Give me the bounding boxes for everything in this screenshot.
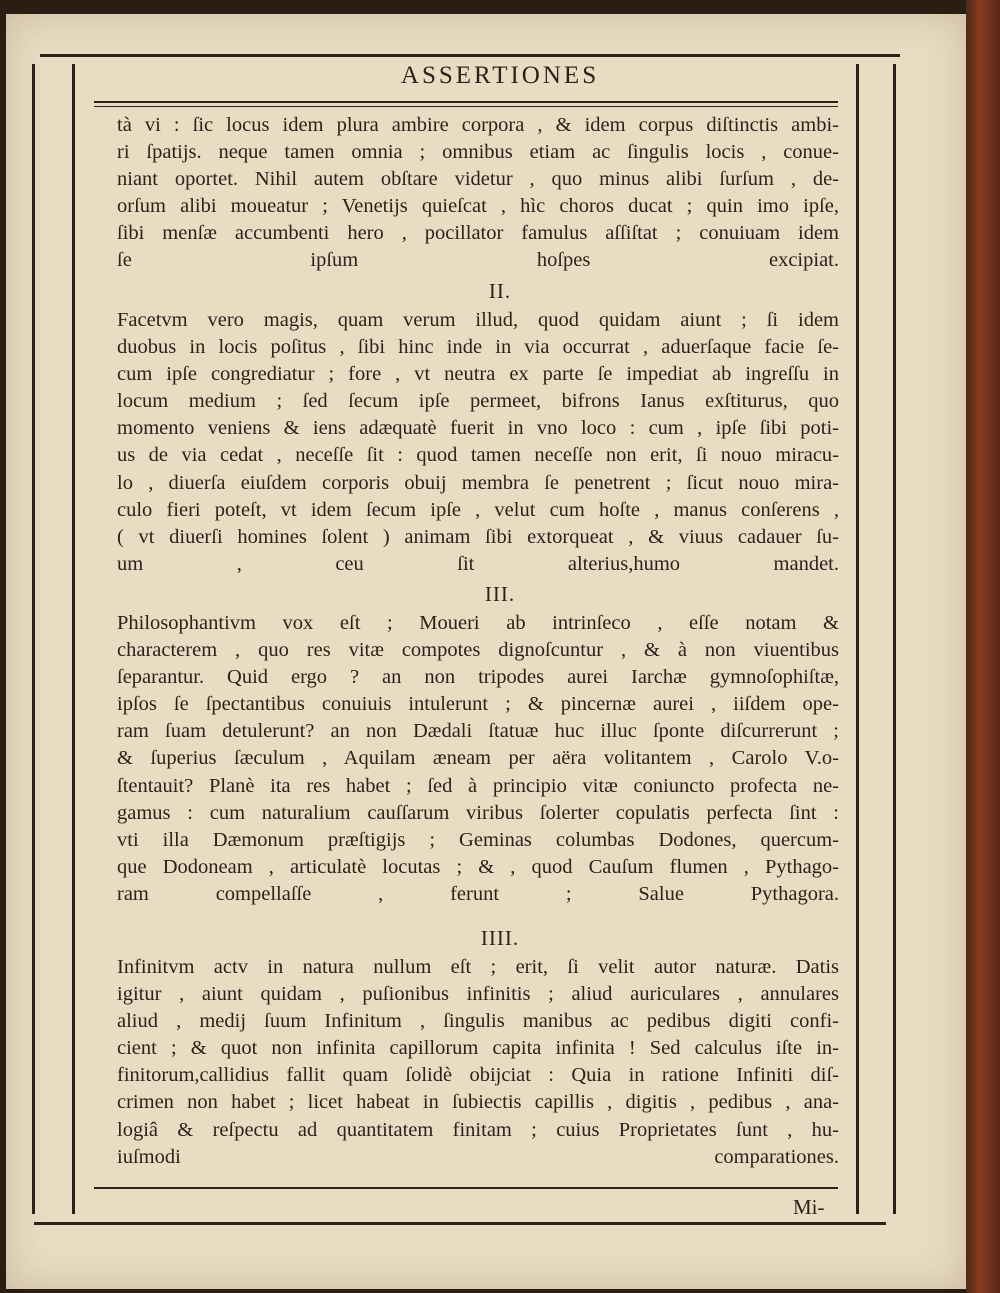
text-line: ſtentauit? Planè ita res habet ; ſed à principio vitæ coniuncto profecta ne- — [117, 774, 839, 797]
text-line: locum medium ; ſed ſecum ipſe permeet, bifrons Ianus exſtiturus, quo — [117, 390, 839, 413]
text-line: ſibi menſæ accumbenti hero , pocillator famulus aſſiſtat ; conuiuam idem — [117, 222, 839, 245]
section-numeral: IIII. — [480, 926, 520, 950]
text-line: finitorum,callidius fallit quam ſolidè obijciat : Quia in ratione Infiniti diſ- — [117, 1064, 839, 1087]
text-line: igitur , aiunt quidam , puſionibus infinitis ; aliud auriculares , annulares — [117, 983, 839, 1006]
text-line: ram ſuam detulerunt? an non Dædali ſtatuæ huc illuc ſponte diſcurrerunt ; — [117, 720, 839, 743]
section-numeral: III. — [484, 582, 516, 606]
text-line: & ſuperius ſæculum , Aquilam æneam per aëra volitantem , Carolo V.o- — [117, 747, 839, 770]
footer-rule — [94, 1187, 838, 1189]
section-paragraph — [117, 610, 839, 908]
text-line: que Dodoneam , articulatè locutas ; & , quod Cauſum flumen , Pythago- — [117, 855, 839, 878]
section-numeral: II. — [488, 279, 512, 303]
running-head: ASSERTIONES — [400, 62, 600, 89]
left-border-outer — [32, 64, 35, 1214]
text-line: ſeparantur. Quid ergo ? an non tripodes aurei Iarchæ gymnoſophiſtæ, — [117, 666, 839, 689]
text-line: Infinitvm actv in natura nullum eſt ; erit, ſi velit autor naturæ. Datis — [117, 956, 839, 978]
text-line: Philosophantivm vox eſt ; Moueri ab intrinſeco , eſſe notam & — [117, 612, 839, 634]
text-line: niant oportet. Nihil autem obſtare videtur , quo minus alibi ſurſum , de- — [117, 168, 839, 191]
text-line: cient ; & quot non infinita capillorum capita infinita ! Sed calculus iſte in- — [117, 1037, 839, 1060]
text-line: aliud , medij ſuum Infinitum , ſingulis manibus ac pedibus digiti confi- — [117, 1010, 839, 1033]
text-line: um , ceu ſit alterius,humo mandet. — [117, 552, 839, 575]
text-line: characterem , quo res vitæ compotes dignoſcuntur , & à non viuentibus — [117, 639, 839, 662]
text-line: culo fieri poteſt, vt idem ſecum ipſe , velut cum hoſte , manus conſerens , — [117, 498, 839, 521]
text-line: lo , diuerſa eiuſdem corporis obuij membra ſe penetrent ; ſicut nouo mira- — [117, 471, 839, 494]
text-line: ( vt diuerſi homines ſolent ) animam ſibi extorqueat , & viuus cadauer ſu- — [117, 525, 839, 548]
text-line: iuſmodi comparationes. — [117, 1145, 839, 1168]
top-rule — [40, 54, 900, 57]
text-line: ipſos ſe ſpectantibus conuiuis intulerunt ; & pincernæ aurei , iiſdem ope- — [117, 693, 839, 716]
header-rule-thin — [94, 106, 838, 107]
text-line: orſum alibi moueatur ; Venetijs quieſcat , hìc choros ducat ; quin imo ipſe, — [117, 195, 839, 218]
right-border-outer — [893, 64, 896, 1214]
text-line: ſe ipſum hoſpes excipiat. — [117, 249, 839, 272]
text-line: momento veniens & iens adæquatè fuerit in vno loco : cum , ipſe ſibi poti- — [117, 417, 839, 440]
text-line: cum ipſe congrediatur ; fore , vt neutra ex parte ſe impediat ab ingreſſu in — [117, 363, 839, 386]
text-line: Facetvm vero magis, quam verum illud, quod quidam aiunt ; ſi idem — [117, 309, 839, 331]
section-paragraph — [117, 954, 839, 1171]
text-line: gamus : cum naturalium cauſſarum viribus ſolerter copulatis perfecta ſint : — [117, 801, 839, 824]
text-line: vti illa Dæmonum præſtigijs ; Geminas columbas Dodones, quercum- — [117, 828, 839, 851]
header-rule — [94, 101, 838, 103]
catchword: Mi- — [793, 1195, 825, 1219]
book-edge — [966, 0, 1000, 1293]
right-border-inner — [856, 64, 859, 1214]
text-line: duobus in locis poſitus , ſibi hinc inde in via occurrat , aduerſaque facie ſe- — [117, 336, 839, 359]
text-line: us de via cedat , neceſſe ſit : quod tamen neceſſe non erit, ſi nouo miracu- — [117, 444, 839, 467]
left-border-inner — [72, 64, 75, 1214]
text-line: crimen non habet ; licet habeat in ſubiectis capillis , digitis , pedibus , ana- — [117, 1091, 839, 1114]
section-paragraph — [117, 307, 839, 578]
text-line: logiâ & reſpectu ad quantitatem finitam ; cuius Proprietates ſunt , hu- — [117, 1118, 839, 1141]
text-line: ri ſpatijs. neque tamen omnia ; omnibus etiam ac ſingulis locis , conue- — [117, 141, 839, 164]
text-line: ram compellaſſe , ferunt ; Salue Pythagora. — [117, 882, 839, 905]
text-line: tà vi : ſic locus idem plura ambire corpora , & idem corpus diſtinctis ambi- — [117, 114, 839, 136]
continuation-paragraph — [117, 112, 839, 275]
bottom-rule — [34, 1222, 886, 1225]
